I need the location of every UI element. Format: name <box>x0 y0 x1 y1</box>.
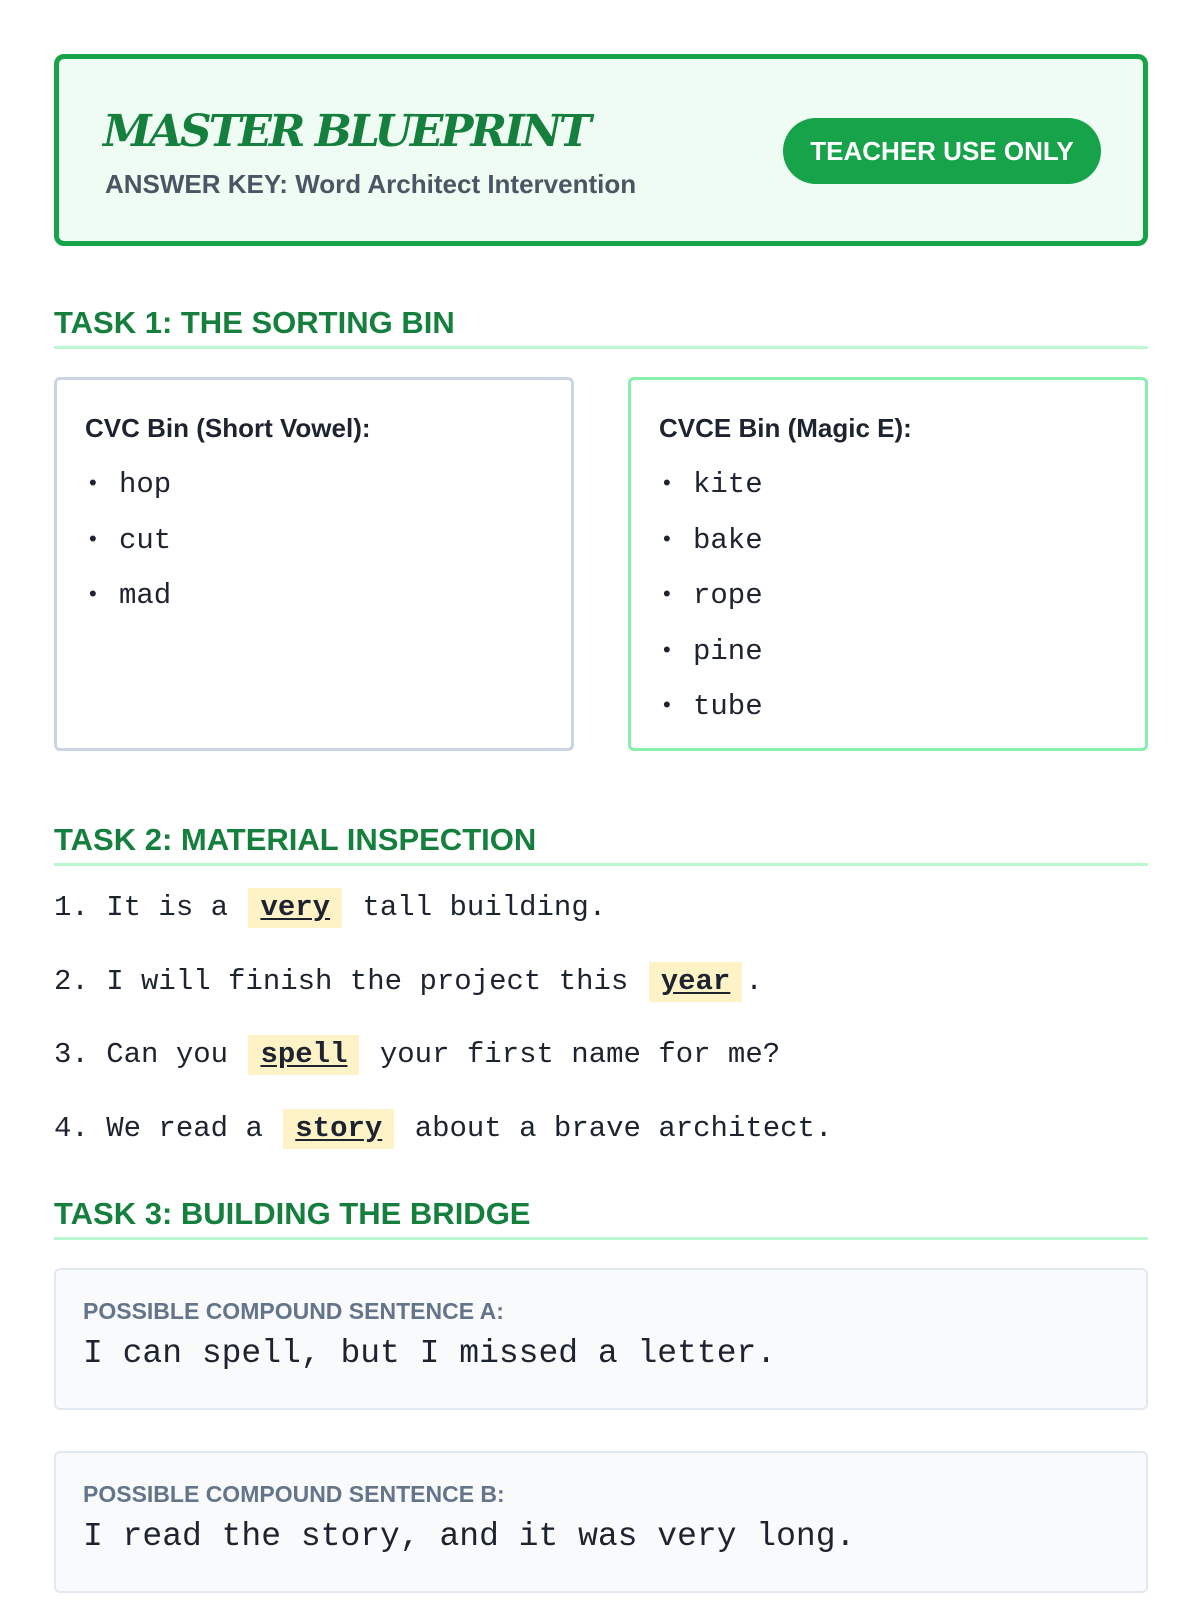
sentence-number: 3. <box>54 1038 89 1071</box>
compound-text: I read the story, and it was very long. <box>83 1517 856 1555</box>
list-item <box>659 456 1117 512</box>
sentence-before: I will finish the project this <box>106 964 629 998</box>
answer-word: spell <box>248 1035 359 1075</box>
sentence-before: We read a <box>106 1111 263 1145</box>
list-item <box>85 456 543 512</box>
sentence-after: about a brave architect. <box>414 1111 833 1145</box>
list-item <box>85 512 543 568</box>
sentence-after: . <box>745 964 763 998</box>
inspection-sentences <box>54 888 1148 1149</box>
list-item <box>659 678 1117 734</box>
sentence-2 <box>54 962 1148 1002</box>
compound-label: POSSIBLE COMPOUND SENTENCE A: <box>83 1297 504 1324</box>
sentence-4 <box>54 1109 1148 1149</box>
cvce-bin-title: CVCE Bin (Magic E): <box>659 413 912 443</box>
bullet-icon: • <box>663 636 671 662</box>
sentence-before: It is a <box>106 891 229 924</box>
answer-word: story <box>283 1109 394 1149</box>
bullet-icon: • <box>663 525 671 551</box>
cvce-word: rope <box>693 579 763 612</box>
sentence-3 <box>54 1035 1148 1075</box>
sentence-number: 4. <box>54 1111 89 1145</box>
sentence-after: tall building. <box>362 891 607 924</box>
sentence-before: Can you <box>106 1038 229 1071</box>
sentence-1 <box>54 888 1148 928</box>
list-item <box>659 567 1117 623</box>
compound-label: POSSIBLE COMPOUND SENTENCE B: <box>83 1480 505 1507</box>
cvc-word-list <box>85 456 543 623</box>
cvce-word: tube <box>693 690 763 723</box>
cvc-word: mad <box>119 579 172 612</box>
task2-heading: TASK 2: MATERIAL INSPECTION <box>54 821 1148 866</box>
list-item <box>659 623 1117 679</box>
list-item <box>659 512 1117 568</box>
task1-heading: TASK 1: THE SORTING BIN <box>54 304 1148 349</box>
page-subtitle: ANSWER KEY: Word Architect Intervention <box>105 169 637 199</box>
cvc-bin-title: CVC Bin (Short Vowel): <box>85 413 371 443</box>
cvc-word: cut <box>119 523 172 557</box>
cvce-word-list <box>659 456 1117 734</box>
bullet-icon: • <box>89 525 97 551</box>
task3-heading: TASK 3: BUILDING THE BRIDGE <box>54 1195 1148 1240</box>
teacher-only-badge: TEACHER USE ONLY <box>783 118 1101 184</box>
cvce-word: bake <box>693 523 763 557</box>
cvce-word: kite <box>693 468 763 501</box>
compound-sentence-b <box>54 1451 1148 1593</box>
list-item <box>85 567 543 623</box>
bullet-icon: • <box>663 470 671 495</box>
bullet-icon: • <box>89 470 97 495</box>
cvce-bin <box>628 377 1148 751</box>
bullet-icon: • <box>89 581 97 606</box>
cvce-word: pine <box>693 634 763 668</box>
bullet-icon: • <box>663 692 671 717</box>
compound-text: I can spell, but I missed a letter. <box>83 1334 777 1372</box>
answer-word: very <box>248 888 342 928</box>
bullet-icon: • <box>663 581 671 606</box>
answer-key-page <box>54 54 1148 1593</box>
cvc-bin <box>54 377 574 751</box>
header-card <box>54 54 1148 246</box>
page-title: MASTER BLUEPRINT <box>103 106 589 157</box>
compound-sentence-a <box>54 1268 1148 1410</box>
answer-word: year <box>649 962 743 1002</box>
sentence-after: your first name for me? <box>379 1038 781 1071</box>
sorting-bins <box>54 377 1148 751</box>
sentence-number: 1. <box>54 891 89 924</box>
sentence-number: 2. <box>54 964 89 998</box>
cvc-word: hop <box>119 468 172 501</box>
